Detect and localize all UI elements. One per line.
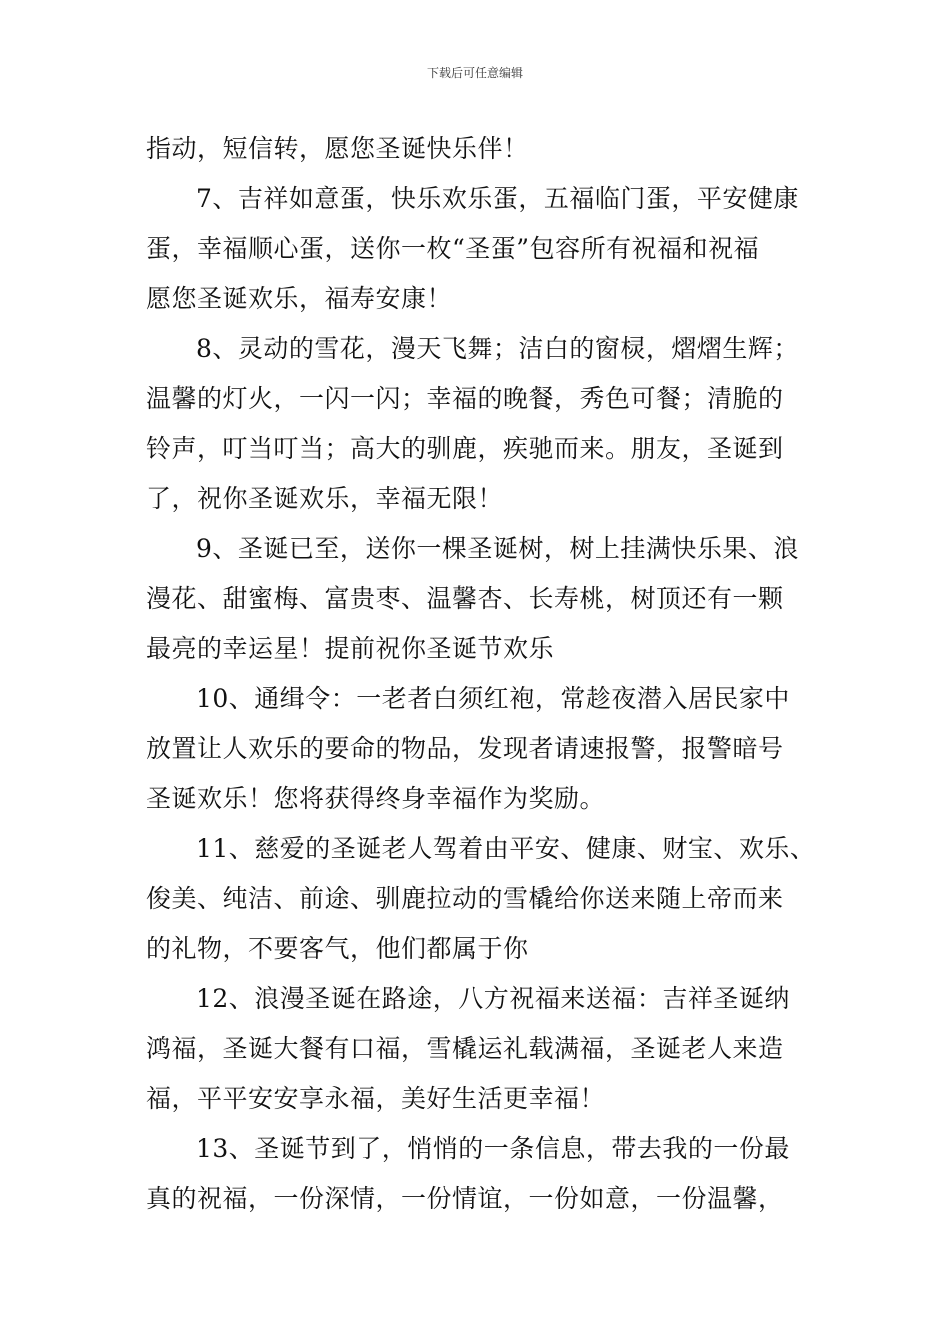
text-line: 漫花、甜蜜梅、富贵枣、温馨杏、长寿桃，树顶还有一颗 <box>146 584 784 613</box>
text-line: 俊美、纯洁、前途、驯鹿拉动的雪橇给你送来随上帝而来 <box>146 884 784 913</box>
text-line: 最亮的幸运星！提前祝你圣诞节欢乐 <box>146 634 555 663</box>
text-line: 13、圣诞节到了，悄悄的一条信息，带去我的一份最 <box>196 1134 790 1163</box>
text-line: 8、灵动的雪花，漫天飞舞；洁白的窗棂，熠熠生辉； <box>196 334 799 363</box>
page-header: 下载后可任意编辑 <box>426 66 523 80</box>
text-line: 9、圣诞已至，送你一棵圣诞树，树上挂满快乐果、浪 <box>196 534 799 563</box>
text-line: 10、通缉令：一老者白须红袍，常趁夜潜入居民家中 <box>196 684 790 713</box>
text-line: 铃声，叮当叮当；高大的驯鹿，疾驰而来。朋友，圣诞到 <box>146 434 784 463</box>
text-line: 7、吉祥如意蛋，快乐欢乐蛋，五福临门蛋，平安健康 <box>196 184 799 213</box>
text-line: 真的祝福，一份深情，一份情谊，一份如意，一份温馨， <box>146 1184 784 1213</box>
text-line: 11、慈爱的圣诞老人驾着由平安、健康、财宝、欢乐、 <box>196 834 816 863</box>
text-line: 鸿福，圣诞大餐有口福，雪橇运礼载满福，圣诞老人来造 <box>146 1034 784 1063</box>
text-line: 了，祝你圣诞欢乐，幸福无限！ <box>146 484 504 513</box>
text-line: 愿您圣诞欢乐，福寿安康！ <box>146 284 453 313</box>
text-line: 12、浪漫圣诞在路途，八方祝福来送福：吉祥圣诞纳 <box>196 984 790 1013</box>
text-line: 温馨的灯火，一闪一闪；幸福的晚餐，秀色可餐；清脆的 <box>146 384 784 413</box>
text-line: 蛋，幸福顺心蛋，送你一枚“圣蛋”包容所有祝福和祝福 <box>146 234 760 263</box>
text-line: 指动，短信转，愿您圣诞快乐伴！ <box>146 134 529 163</box>
text-line: 的礼物，不要客气，他们都属于你 <box>146 934 529 963</box>
text-line: 福，平平安安享永福，美好生活更幸福！ <box>146 1084 606 1113</box>
text-line: 放置让人欢乐的要命的物品，发现者请速报警，报警暗号 <box>146 734 784 763</box>
text-line: 圣诞欢乐！您将获得终身幸福作为奖励。 <box>146 784 606 813</box>
